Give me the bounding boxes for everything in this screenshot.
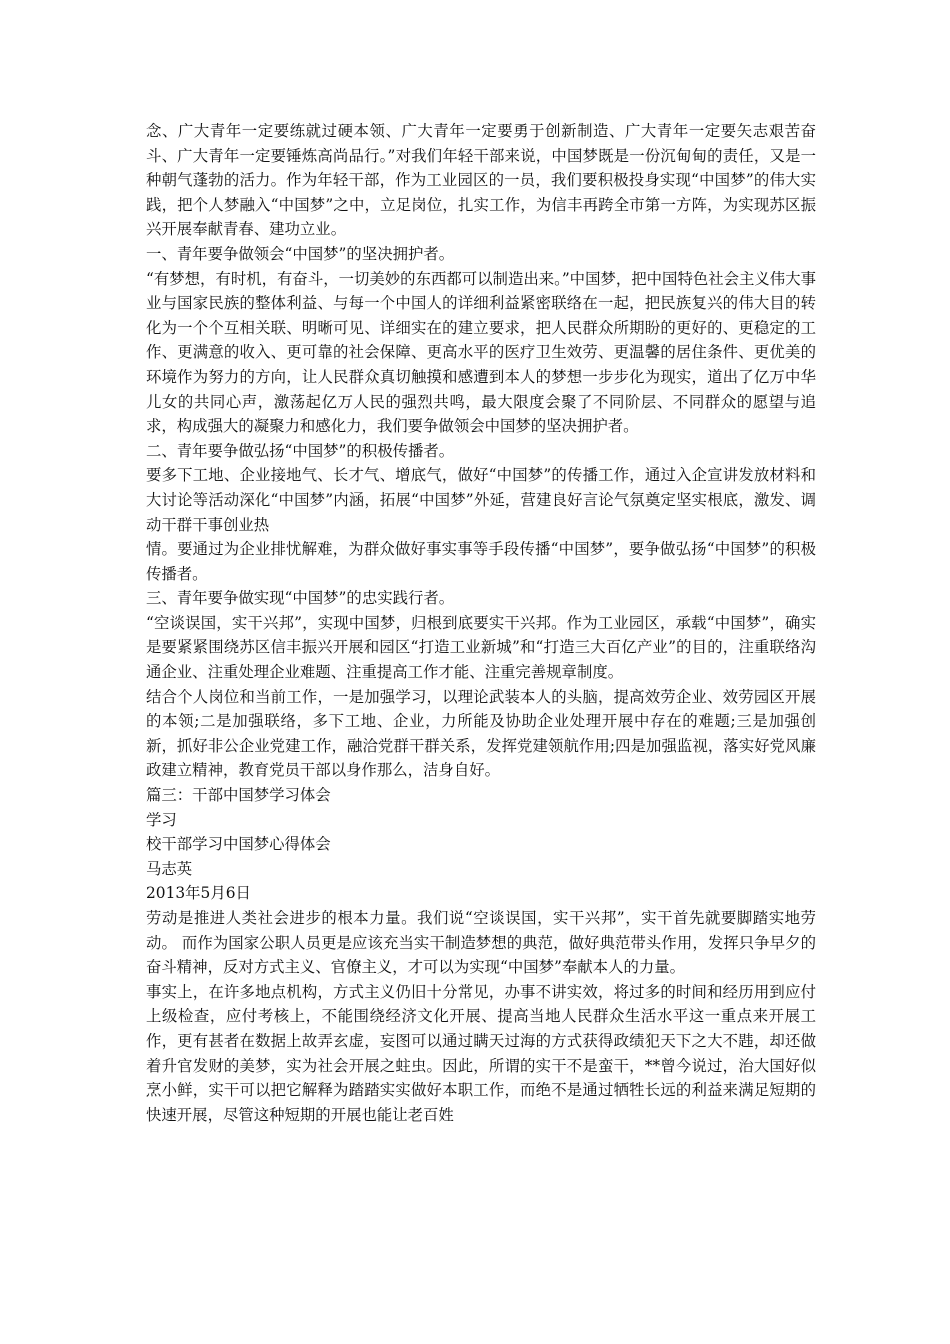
doc-date: 2013年5月6日 (146, 884, 251, 903)
doc-subtitle: 学习 (146, 810, 177, 829)
chapter-title: 篇三：干部中国梦学习体会 (146, 786, 331, 805)
section-heading-2: 二、青年要争做弘扬“中国梦”的积极传播者。 (146, 441, 455, 460)
body-paragraph: 劳动是推进人类社会进步的根本力量。我们说“空谈误国，实干兴邦”，实干首先就要脚踏实地劳动。 而作为国家公职人员更是应该充当实干制造梦想的典范，做好典范带头作用，发挥只争早夕的奋斗精神，反对方式主义、官僚主义，才可以为实现“中国梦”奉献本人的力量。 (146, 909, 816, 977)
body-paragraph: 情。要通过为企业排忧解难，为群众做好事实事等手段传播“中国梦”，要争做弘扬“中国梦”的积极传播者。 (146, 540, 816, 583)
section-heading-1: 一、青年要争做领会“中国梦”的坚决拥护者。 (146, 244, 455, 263)
section-heading-3: 三、青年要争做实现“中国梦”的忠实践行者。 (146, 589, 455, 608)
body-paragraph: 要多下工地、企业接地气、长才气、增底气，做好“中国梦”的传播工作，通过入企宣讲发放材料和大讨论等活动深化“中国梦”内涵，拓展“中国梦”外延，营建良好言论气氛奠定坚实根底，激发、调动干群干事创业热 (146, 466, 816, 534)
body-paragraph: “有梦想，有时机，有奋斗，一切美妙的东西都可以制造出来。”中国梦，把中国特色社会主义伟大事业与国家民族的整体利益、与每一个中国人的详细利益紧密联络在一起，把民族复兴的伟大目的转化为一个个互相关联、明晰可见、详细实在的建立要求，把人民群众所期盼的更好的、更稳定的工作、更满意的收入、更可靠的社会保障、更高水平的医疗卫生效劳、更温馨的居住条件、更优美的环境作为努力的方向，让人民群众真切触摸和感遭到本人的梦想一步步化为现实，道出了亿万中华儿女的共同心声，激荡起亿万人民的强烈共鸣，最大限度会聚了不同阶层、不同群众的愿望与追求，构成强大的凝聚力和感化力，我们要争做领会中国梦的坚决拥护者。 (146, 269, 816, 436)
body-paragraph: 结合个人岗位和当前工作，一是加强学习，以理论武装本人的头脑，提高效劳企业、效劳园区开展的本领;二是加强联络，多下工地、企业，力所能及协助企业处理开展中存在的难题;三是加强创新，抓好非公企业党建工作，融洽党群干群关系，发挥党建领航作用;四是加强监视，落实好党风廉政建立精神，教育党员干部以身作那么，洁身自好。 (146, 687, 816, 780)
document-page (146, 119, 816, 1127)
body-paragraph: 事实上，在许多地点机构，方式主义仍旧十分常见，办事不讲实效，将过多的时间和经历用到应付上级检查，应付考核上，不能围绕经济文化开展、提高当地人民群众生活水平这一重点来开展工作，更有甚者在数据上故弄玄虚，妄图可以通过瞒天过海的方式获得政绩犯天下之大不韪，却还做着升官发财的美梦，实为社会开展之蛀虫。因此，所谓的实干不是蛮干，**曾今说过，治大国好似烹小鲜，实干可以把它解释为踏踏实实做好本职工作，而绝不是通过牺牲长远的利益来满足短期的快速开展，尽管这种短期的开展也能让老百姓 (146, 982, 816, 1124)
body-paragraph: 念、广大青年一定要练就过硬本领、广大青年一定要勇于创新制造、广大青年一定要矢志艰苦奋斗、广大青年一定要锤炼高尚品行。”对我们年轻干部来说，中国梦既是一份沉甸甸的责任，又是一种朝气蓬勃的活力。作为年轻干部，作为工业园区的一员，我们要积极投身实现“中国梦”的伟大实践，把个人梦融入“中国梦”之中，立足岗位，扎实工作，为信丰再跨全市第一方阵，为实现苏区振兴开展奉献青春、建功立业。 (146, 122, 816, 239)
author-name: 马志英 (146, 859, 193, 878)
body-paragraph: “空谈误国，实干兴邦”，实现中国梦，归根到底要实干兴邦。作为工业园区，承载“中国梦”，确实是要紧紧围绕苏区信丰振兴开展和园区“打造工业新城”和“打造三大百亿产业”的目的，注重联络沟通企业、注重处理企业难题、注重提高工作才能、注重完善规章制度。 (146, 613, 816, 682)
doc-title: 校干部学习中国梦心得体会 (146, 835, 331, 854)
